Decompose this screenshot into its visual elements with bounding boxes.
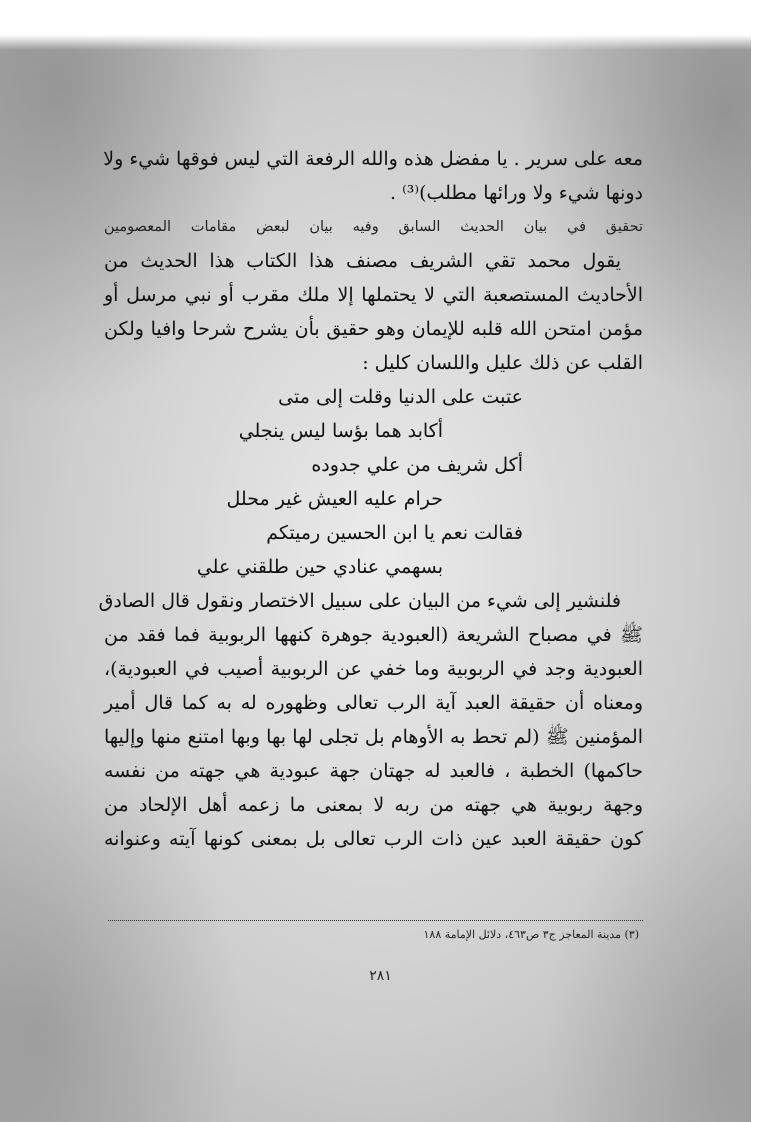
text-line: دونها شيء ولا ورائها مطلب)⁽³⁾ . (390, 182, 643, 204)
text-line: العبودية وجد في الربوبية وما خفي عن الربوبية أصيب في العبودية)، (104, 658, 643, 680)
text-line: القلب عن ذلك عليل واللسان كليل : (362, 352, 643, 374)
footnote-divider (108, 920, 643, 921)
text-line: كون حقيقة العبد عين ذات الرب تعالى بل بمعنى كونها آيته وعنوانه (104, 828, 643, 850)
text-line: فلنشير إلى شيء من البيان على سبيل الاختصار ونقول قال الصادق (98, 590, 621, 612)
footnote: (٣) مدينة المعاجز ج٣ ص٤٦٣، دلائل الإمامة ١٨٨ (423, 928, 639, 941)
section-heading: تحقيق في بيان الحديث السابق وفيه بيان لبعض مقامات المعصومين (104, 219, 643, 235)
poem-verse: أكابد هما بؤسا ليس ينجلي (238, 420, 443, 442)
text-line: المؤمنين ﷺ (لم تحط به الأوهام بل تجلى لها بها وبها امتنع منها وإليها (104, 726, 643, 748)
text-line: يقول محمد تقي الشريف مصنف هذا الكتاب هذا الحديث من (104, 250, 621, 272)
scan-edge-right (751, 0, 761, 1122)
text-line: حاكمها) الخطبة ، فالعبد له جهتان جهة عبودية هي جهته من نفسه (104, 760, 643, 782)
poem-verse: بسهمي عنادي حين طلقني علي (196, 556, 443, 578)
poem-verse: فقالت نعم يا ابن الحسين رميتكم (266, 522, 523, 544)
text-line: مؤمن امتحن الله قلبه للإيمان وهو حقيق بأن يشرح شرحا وافيا ولكن (104, 318, 643, 340)
poem-verse: عتبت على الدنيا وقلت إلى متى (278, 386, 523, 408)
poem-verse: أكل شريف من علي جدوده (311, 454, 523, 476)
text-line: وجهة ربوبية هي جهته من ربه لا بمعنى ما زعمه أهل الإلحاد من (104, 794, 643, 816)
text-line: ﷺ في مصباح الشريعة (العبودية جوهرة كنهها الربوبية فما فقد من (104, 624, 643, 646)
text-line: معه على سرير . يا مفضل هذه والله الرفعة التي ليس فوقها شيء ولا (103, 148, 643, 170)
scan-edge-top (0, 0, 761, 50)
text-line: الأحاديث المستصعبة التي لا يحتملها إلا ملك مقرب أو نبي مرسل أو (104, 284, 643, 306)
text-line: ومعناه أن حقيقة العبد آية الرب تعالى وظهوره له به كما قال أمير (104, 692, 643, 714)
main-text (98, 142, 643, 856)
poem-verse: حرام عليه العيش غير محلل (226, 488, 443, 510)
page-number: ٢٨١ (369, 968, 392, 984)
